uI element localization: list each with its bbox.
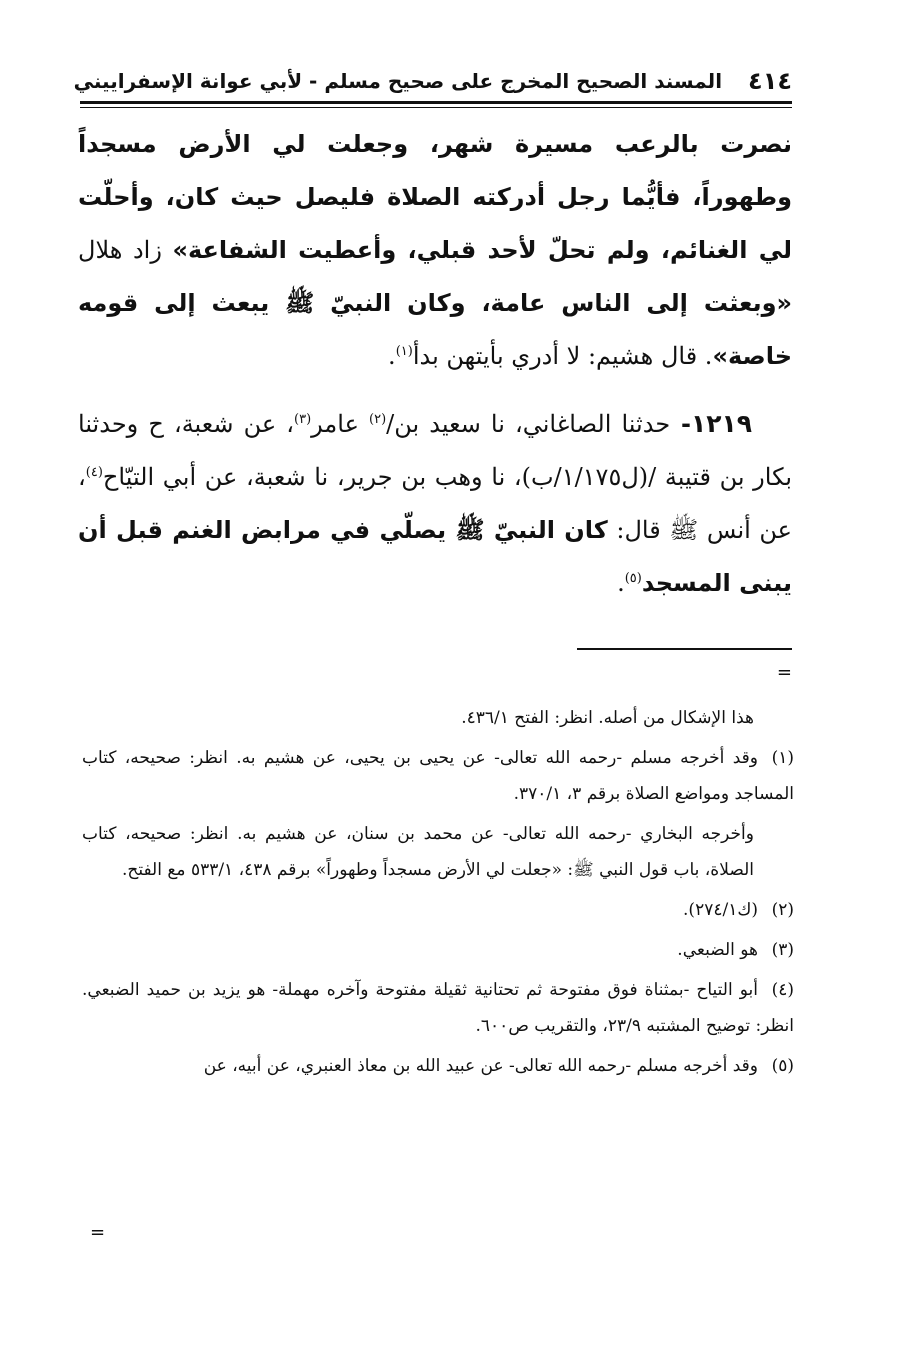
text-span: زاد هلال xyxy=(78,236,173,264)
footnote-label: (٣) xyxy=(771,940,794,960)
footnote-ref[interactable]: (٢) xyxy=(369,412,387,427)
page-header xyxy=(73,62,792,100)
paragraph-continuation xyxy=(78,118,792,383)
text-span: حدثنا الصاغاني، نا سعيد بن/ xyxy=(386,410,671,438)
footnote-1-b: وأخرجه البخاري -رحمه الله تعالى- عن محمد بن سنان، عن هشيم به. انظر: صحيحه، كتاب الصلاة، باب قول النبي ﷺ: «جعلت لي الأرض مسجداً وطهوراً» برقم ٤٣٨، ٥٣٣/١ مع الفتح. xyxy=(82,824,754,880)
footnote-text: أبو التياح -بمثناة فوق مفتوحة ثم تحتانية ثقيلة مفتوحة وآخره مهملة- هو يزيد بن حميد الضبعي. انظر: توضيح المشتبه ٢٣/٩، والتقريب ص٦٠٠. xyxy=(82,980,794,1036)
page-number: ٤١٤ xyxy=(748,67,792,95)
footnote-1 xyxy=(82,740,794,812)
footnote-ref[interactable]: (١) xyxy=(395,344,413,359)
footnote-label: (٤) xyxy=(771,980,794,1000)
footnote-label: (١) xyxy=(771,748,794,768)
footnote-intro: هذا الإشكال من أصله. انظر: الفتح ٤٣٦/١. xyxy=(461,708,754,728)
footnote-5 xyxy=(82,1048,794,1084)
footnote-text: وقد أخرجه مسلم -رحمه الله تعالى- عن عبيد الله بن معاذ العنبري، عن أبيه، عن xyxy=(203,1056,758,1076)
hadith-1219 xyxy=(78,397,792,610)
header-rule xyxy=(80,101,792,104)
running-title: المسند الصحيح المخرج على صحيح مسلم - لأبي عوانة الإسفراييني xyxy=(73,69,723,93)
text-span: . xyxy=(617,569,625,597)
bold-quote: نصرت بالرعب مسيرة شهر، وجعلت لي الأرض مسجداً وطهوراً، فأيُّما رجل أدركته الصلاة فليصل حيث كان، وأحلّت لي الغنائم، ولم تحلّ لأحد قبلي، وأعطيت الشفاعة» xyxy=(78,130,792,264)
footnote-text: (ك٢٧٤/١). xyxy=(683,900,758,920)
continuation-mark-top: = xyxy=(776,662,792,683)
footnote-label: (٢) xyxy=(771,900,794,920)
footnote-text: وقد أخرجه مسلم -رحمه الله تعالى- عن يحيى بن يحيى، عن هشيم به. انظر: صحيحه، كتاب المساجد ومواضع الصلاة برقم ٣، ٣٧٠/١. xyxy=(82,748,794,804)
hadith-number: ١٢١٩ xyxy=(690,409,752,438)
footnote-separator xyxy=(577,648,792,650)
text-span: ، عن شعبة، ح وحدثنا بكار بن قتيبة /(ل١/١٧٥/ب)، نا وهب بن جرير، نا شعبة، عن أبي التيّاح xyxy=(78,410,792,491)
text-span: عامر xyxy=(311,410,369,438)
footnote-text: هو الضبعي. xyxy=(677,940,758,960)
footnote-ref[interactable]: (٤) xyxy=(85,465,103,480)
bold-quote: «وبعثت إلى الناس عامة، وكان النبيّ ﷺ يبعث إلى قومه خاصة» xyxy=(78,289,792,370)
text-span: . قال هشيم: لا أدري بأيتهن بدأ xyxy=(412,342,713,370)
footnotes xyxy=(82,700,794,1088)
main-text xyxy=(78,118,792,610)
bold-quote: كان النبيّ ﷺ يصلّي في مرابض الغنم قبل أن يبنى المسجد xyxy=(78,516,792,597)
header-rule-thin xyxy=(80,107,792,108)
footnote-3 xyxy=(82,932,794,968)
text-span: ، عن أنس ﷺ قال: xyxy=(78,463,792,544)
footnote-ref[interactable]: (٣) xyxy=(294,412,312,427)
text-span: . xyxy=(388,342,396,370)
hadith-dash: - xyxy=(670,410,691,438)
footnote-4 xyxy=(82,972,794,1044)
footnote-label: (٥) xyxy=(771,1056,794,1076)
continuation-mark-bottom: = xyxy=(90,1222,106,1243)
footnote-ref[interactable]: (٥) xyxy=(624,571,642,586)
footnote-2 xyxy=(82,892,794,928)
